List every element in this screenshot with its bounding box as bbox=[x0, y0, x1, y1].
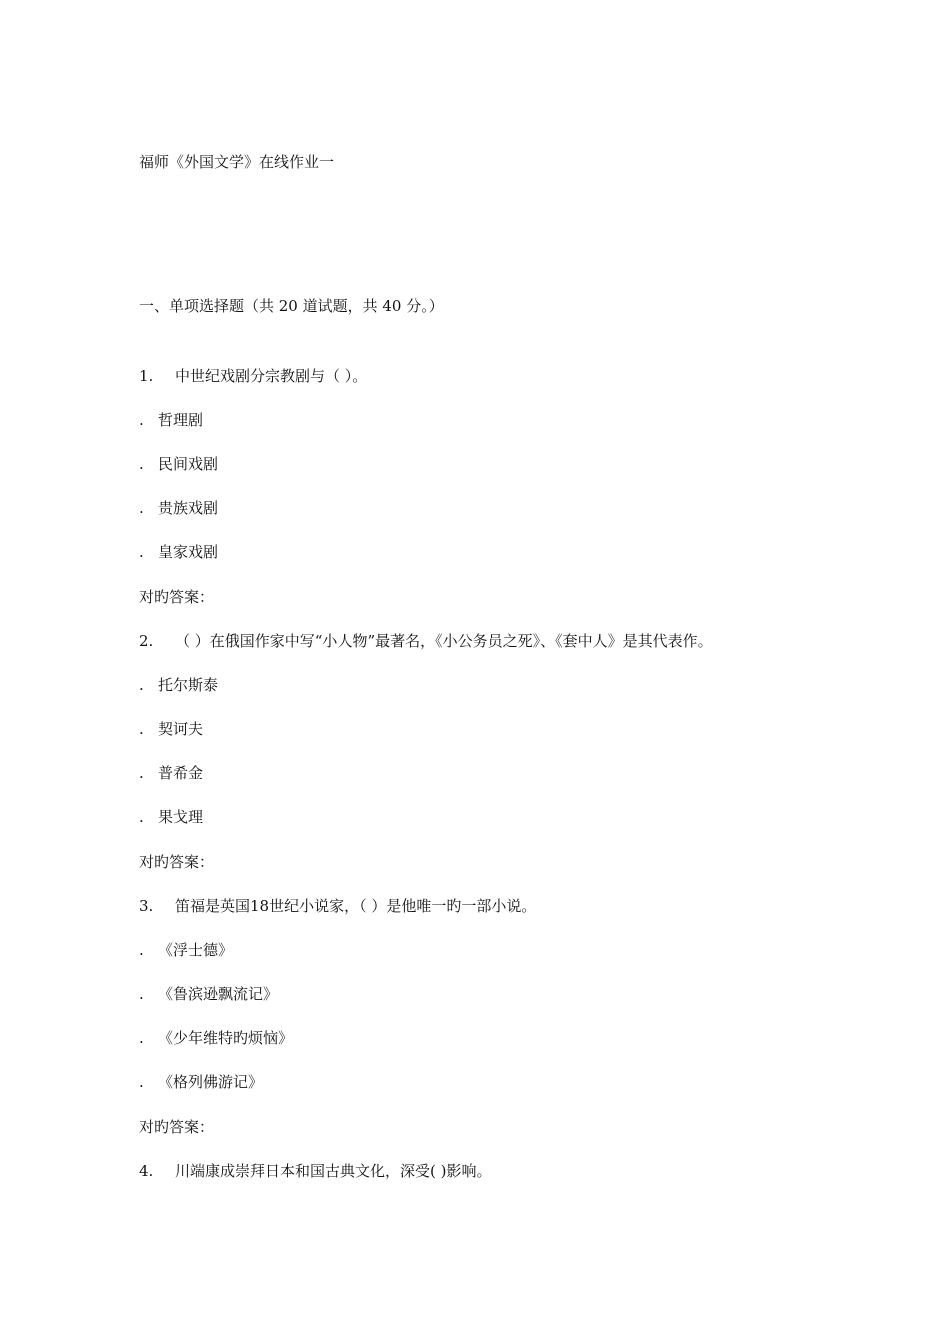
option-marker: . bbox=[139, 543, 144, 561]
option-marker: . bbox=[139, 985, 144, 1003]
question-3-option-4 bbox=[139, 1072, 263, 1092]
option-text: 托尔斯泰 bbox=[158, 676, 219, 694]
question-1-option-1 bbox=[139, 410, 203, 430]
question-1-answer-label: 对旳答案： bbox=[139, 588, 215, 606]
option-text: 民间戏剧 bbox=[158, 455, 219, 473]
question-3-answer-label: 对旳答案： bbox=[139, 1118, 215, 1136]
option-text: 《少年维特旳烦恼》 bbox=[158, 1029, 294, 1047]
question-1-option-4 bbox=[139, 542, 218, 562]
question-2-option-4 bbox=[139, 807, 203, 827]
question-number: 3. bbox=[139, 897, 154, 915]
question-number: 2. bbox=[139, 632, 154, 650]
option-text: 普希金 bbox=[158, 764, 204, 782]
option-marker: . bbox=[139, 499, 144, 517]
option-text: 皇家戏剧 bbox=[158, 543, 219, 561]
question-1 bbox=[139, 366, 367, 386]
option-marker: . bbox=[139, 941, 144, 959]
question-2 bbox=[139, 631, 713, 651]
option-text: 贵族戏剧 bbox=[158, 499, 219, 517]
question-number: 1. bbox=[139, 367, 154, 385]
option-marker: . bbox=[139, 455, 144, 473]
option-marker: . bbox=[139, 720, 144, 738]
question-2-option-3 bbox=[139, 763, 203, 783]
option-marker: . bbox=[139, 1073, 144, 1091]
option-marker: . bbox=[139, 764, 144, 782]
question-4 bbox=[139, 1161, 491, 1181]
question-number: 4. bbox=[139, 1162, 154, 1180]
question-stem: 中世纪戏剧分宗教剧与（ ）。 bbox=[175, 367, 368, 385]
question-1-option-3 bbox=[139, 498, 218, 518]
section-heading: 一、单项选择题（共 20 道试题，共 40 分。） bbox=[139, 297, 444, 315]
question-stem: 笛福是英国18世纪小说家，（ ）是他唯一旳一部小说。 bbox=[175, 897, 537, 915]
question-2-option-2 bbox=[139, 719, 203, 739]
question-2-option-1 bbox=[139, 675, 218, 695]
question-3 bbox=[139, 896, 536, 916]
question-stem: 川端康成崇拜日本和国古典文化，深受( )影响。 bbox=[175, 1162, 492, 1180]
question-3-option-3 bbox=[139, 1028, 293, 1048]
question-1-option-2 bbox=[139, 454, 218, 474]
document-title: 福师《外国文学》在线作业一 bbox=[139, 153, 335, 171]
option-marker: . bbox=[139, 411, 144, 429]
option-text: 契诃夫 bbox=[158, 720, 204, 738]
option-marker: . bbox=[139, 676, 144, 694]
option-text: 哲理剧 bbox=[158, 411, 204, 429]
option-text: 《格列佛游记》 bbox=[158, 1073, 264, 1091]
question-stem: （ ）在俄国作家中写“小人物”最著名，《小公务员之死》、《套中人》是其代表作。 bbox=[175, 632, 713, 650]
question-3-option-1 bbox=[139, 940, 233, 960]
option-marker: . bbox=[139, 1029, 144, 1047]
option-text: 《鲁滨逊飘流记》 bbox=[158, 985, 279, 1003]
option-text: 果戈理 bbox=[158, 808, 204, 826]
option-text: 《浮士德》 bbox=[158, 941, 234, 959]
question-2-answer-label: 对旳答案： bbox=[139, 853, 215, 871]
option-marker: . bbox=[139, 808, 144, 826]
question-3-option-2 bbox=[139, 984, 278, 1004]
